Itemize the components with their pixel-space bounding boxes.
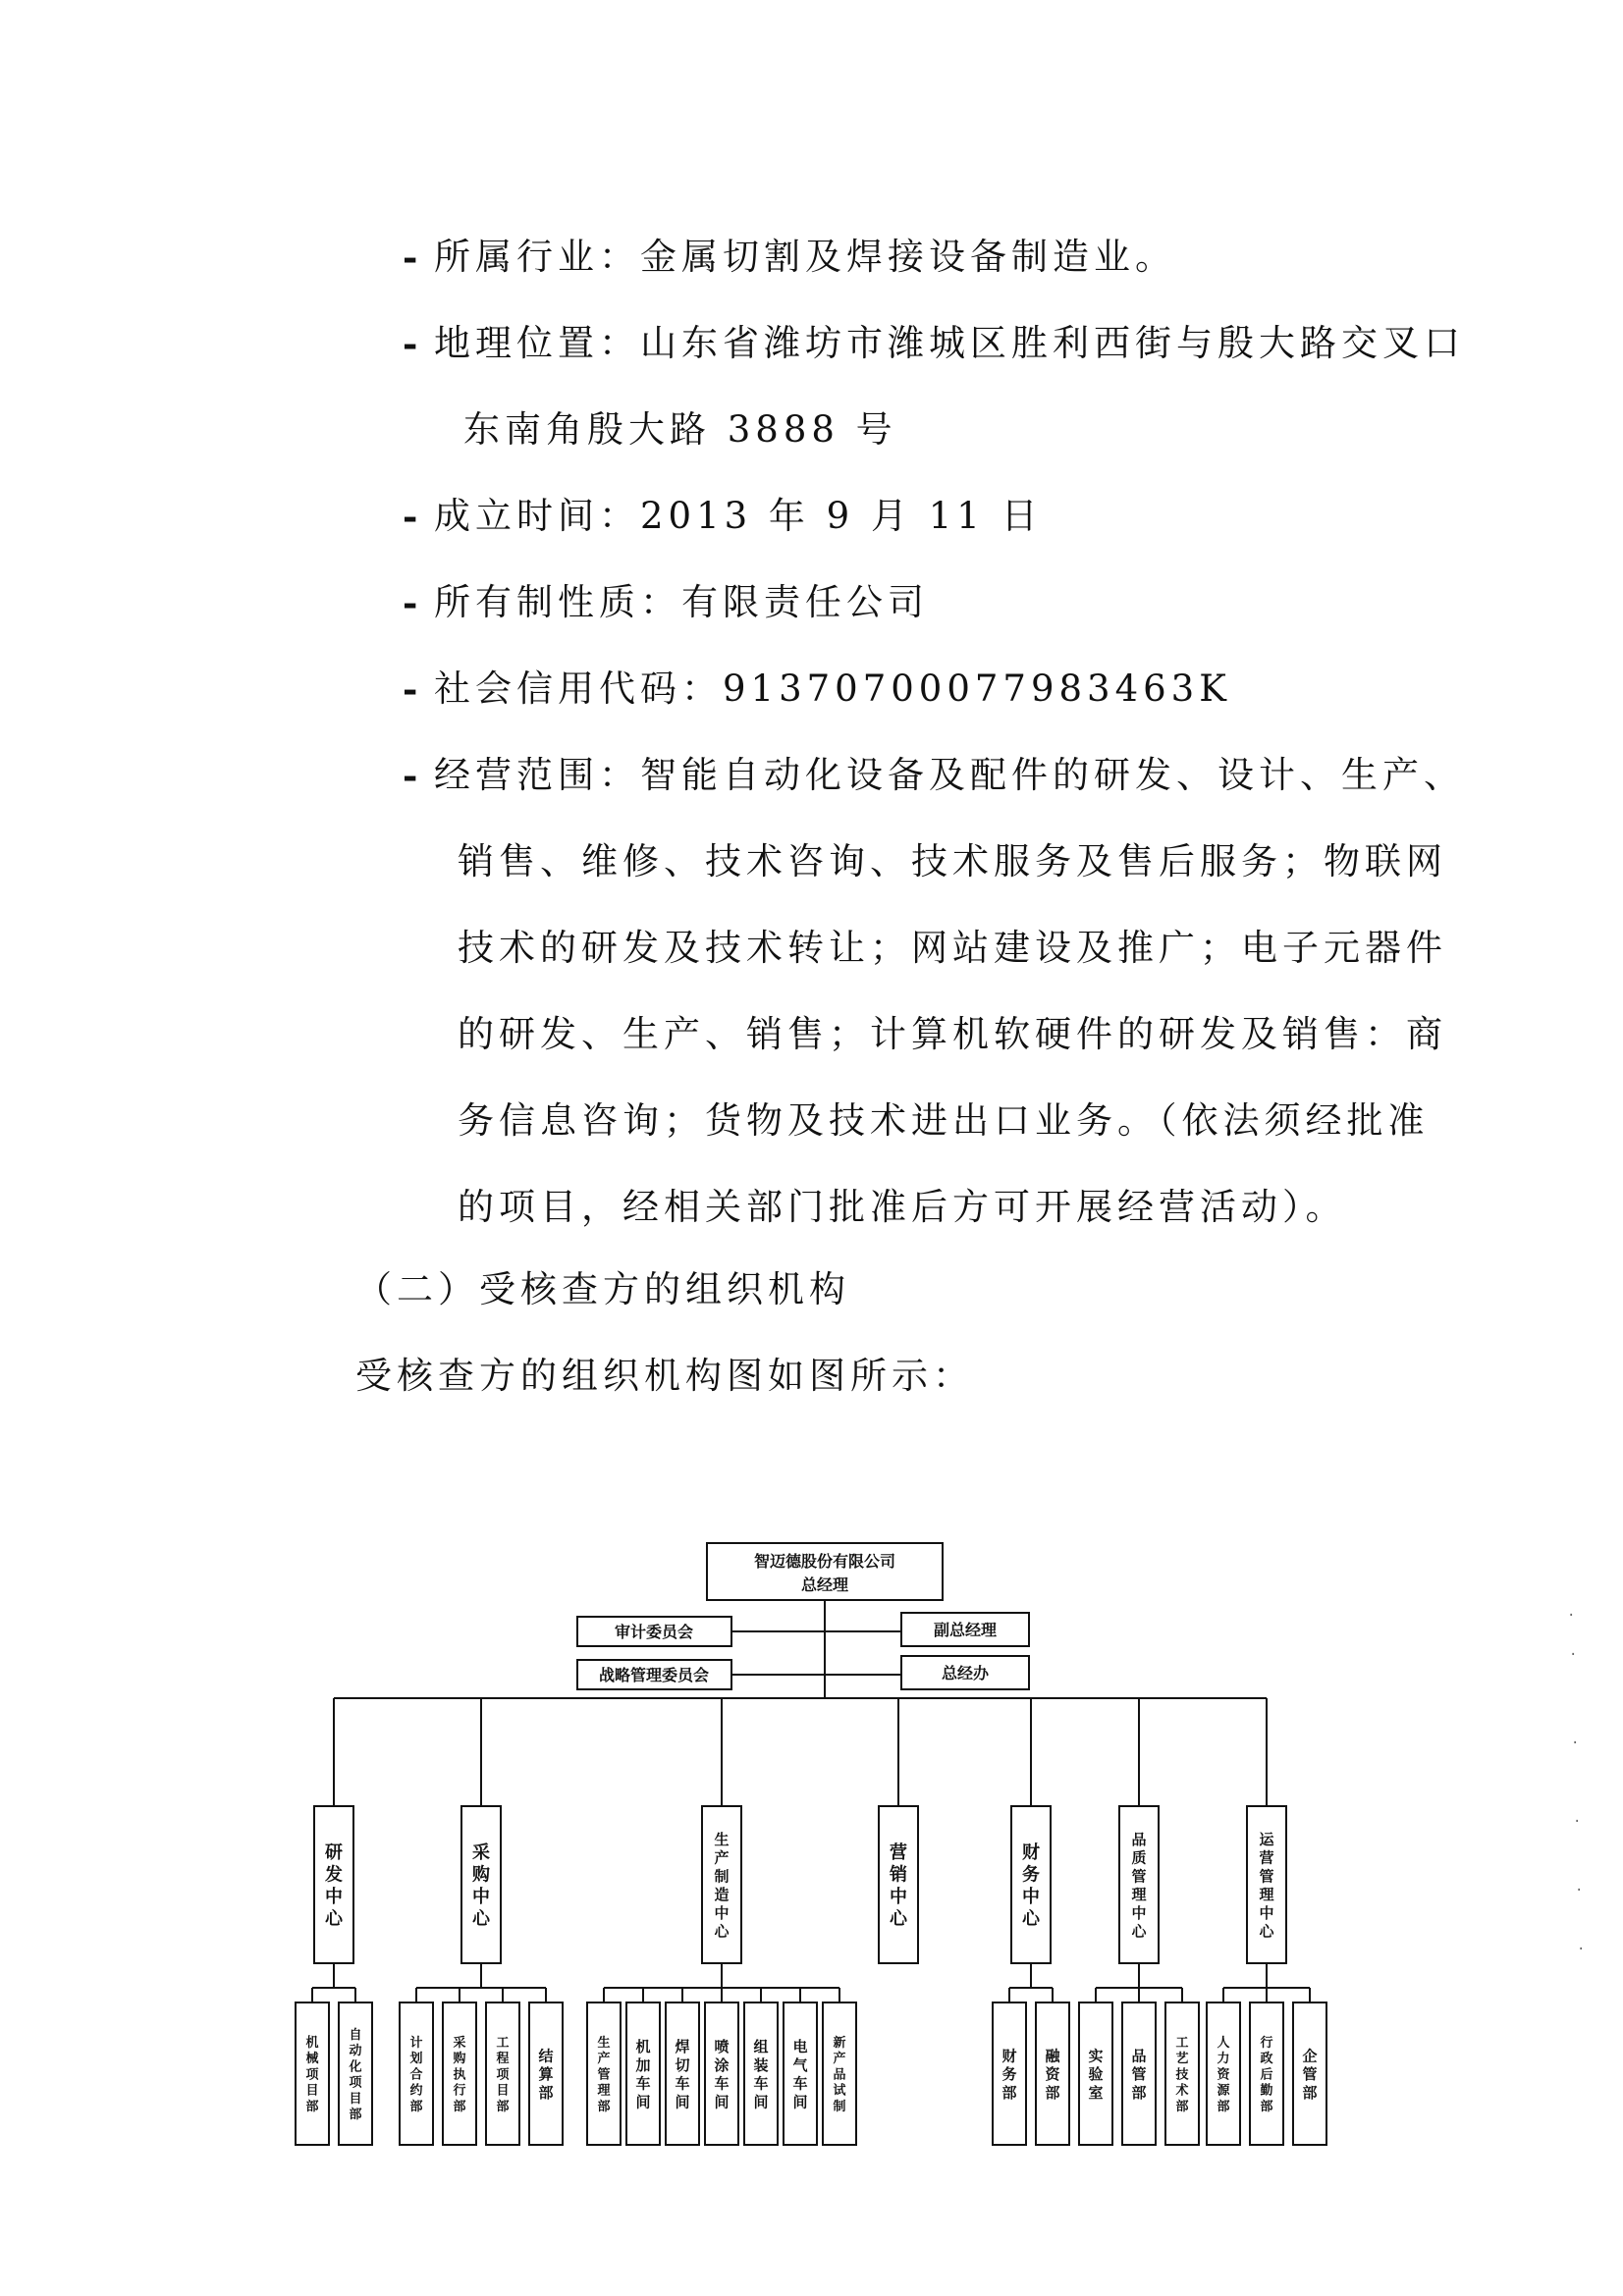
dept-label: 企管部 — [1302, 2047, 1318, 2102]
bullet-marker: - — [403, 754, 418, 797]
bullet-marker: - — [403, 236, 418, 279]
dept-label: 焊切车间 — [675, 2038, 690, 2111]
center-label: 财务中心 — [1022, 1842, 1040, 1930]
dept-label: 财务部 — [1001, 2047, 1017, 2102]
location-line-cont: 东南角殷大路 3888 号 — [463, 408, 897, 451]
scan-artifact: · — [1571, 1735, 1580, 1751]
dept-label: 实验室 — [1088, 2047, 1104, 2102]
location-line: 地理位置：山东省潍坊市潍城区胜利西街与殷大路交叉口 — [434, 322, 1465, 364]
center-label: 生产制造中心 — [714, 1830, 730, 1941]
dept-label: 组装车间 — [753, 2038, 769, 2111]
founded-line: 成立时间：2013 年 9 月 11 日 — [434, 495, 1043, 537]
dept-label: 人力资源部 — [1217, 2035, 1230, 2114]
center-label: 采购中心 — [472, 1842, 490, 1930]
strategy-committee-label: 战略管理委员会 — [598, 1666, 710, 1684]
section-intro: 受核查方的组织机构图如图所示： — [355, 1355, 974, 1397]
bullet-marker: - — [403, 581, 418, 624]
deputy-gm-label: 副总经理 — [933, 1621, 998, 1639]
dept-label: 新产品试制 — [833, 2035, 846, 2114]
dept-label: 机加车间 — [635, 2038, 651, 2111]
scope-line: 的项目，经相关部门批准后方可开展经营活动）。 — [458, 1186, 1347, 1228]
scan-artifact: · — [1577, 1942, 1586, 1957]
industry-line: 所属行业：金属切割及焊接设备制造业。 — [434, 236, 1176, 278]
audit-committee-label: 审计委员会 — [614, 1623, 694, 1641]
scope-line: 务信息咨询；货物及技术进出口业务。（依法须经批准 — [458, 1099, 1430, 1142]
dept-label: 融资部 — [1045, 2047, 1060, 2102]
scope-line: 销售、维修、技术咨询、技术服务及售后服务；物联网 — [458, 840, 1447, 882]
scope-line: 经营范围：智能自动化设备及配件的研发、设计、生产、 — [434, 754, 1465, 796]
bullet-marker: - — [403, 667, 418, 711]
credit-code-line: 社会信用代码：91370700077983463K — [434, 667, 1231, 710]
dept-label: 电气车间 — [792, 2038, 808, 2111]
dept-label: 机械项目部 — [305, 2035, 319, 2114]
ownership-line: 所有制性质：有限责任公司 — [434, 581, 929, 623]
dept-label: 行政后勤部 — [1260, 2035, 1273, 2114]
scan-artifact: · — [1575, 1883, 1584, 1898]
dept-label: 结算部 — [538, 2047, 554, 2102]
bullet-marker: - — [403, 495, 418, 538]
section-heading: （二）受核查方的组织机构 — [355, 1268, 850, 1310]
center-label: 营销中心 — [890, 1842, 907, 1930]
org-top-company: 智迈德股份有限公司 — [753, 1552, 896, 1571]
dept-label: 生产管理部 — [597, 2035, 611, 2114]
scope-line: 技术的研发及技术转让；网站建设及推广；电子元器件 — [458, 927, 1447, 969]
dept-label: 工程项目部 — [496, 2035, 510, 2114]
scope-line: 的研发、生产、销售；计算机软硬件的研发及销售：商 — [458, 1013, 1447, 1055]
center-label: 品质管理中心 — [1131, 1830, 1147, 1941]
gm-office-label: 总经办 — [941, 1664, 990, 1682]
dept-label: 喷涂车间 — [714, 2038, 730, 2111]
center-label: 运营管理中心 — [1259, 1830, 1274, 1941]
dept-label: 品管部 — [1131, 2047, 1147, 2102]
dept-label: 工艺技术部 — [1175, 2035, 1189, 2114]
bullet-marker: - — [403, 322, 418, 365]
scan-artifact: · — [1567, 1608, 1576, 1624]
org-top-title: 总经理 — [800, 1575, 849, 1594]
dept-label: 采购执行部 — [453, 2035, 466, 2114]
dept-label: 自动化项目部 — [349, 2027, 362, 2122]
scan-artifact: · — [1573, 1814, 1582, 1830]
center-label: 研发中心 — [325, 1842, 343, 1930]
dept-label: 计划合约部 — [409, 2035, 423, 2114]
scan-artifact: · — [1569, 1647, 1578, 1663]
